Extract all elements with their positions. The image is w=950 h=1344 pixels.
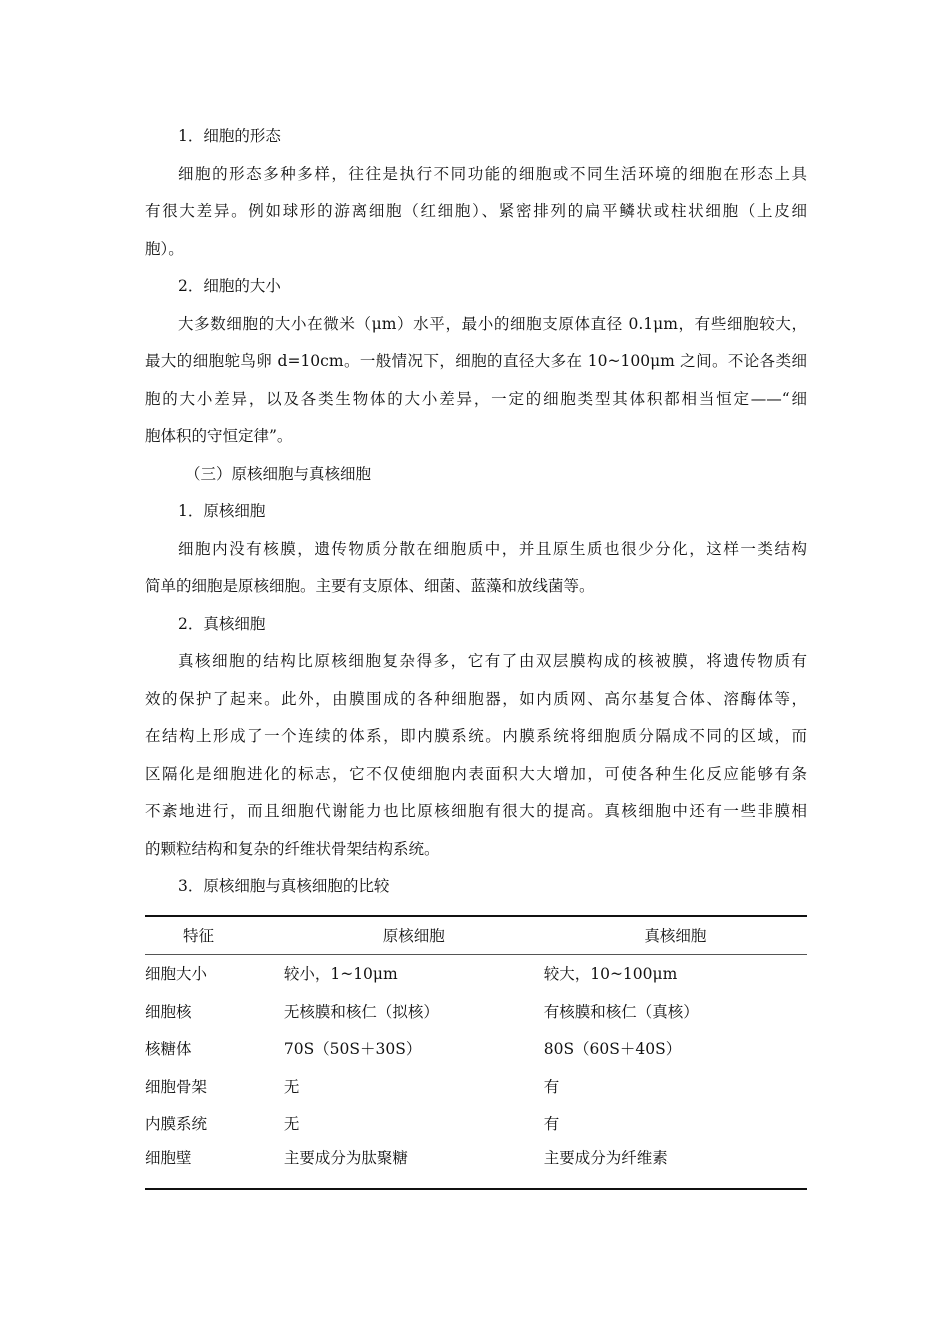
- paragraph-line: 胞的大小差异，以及各类生物体的大小差异，一定的细胞类型其体积都相当恒定——“细: [145, 389, 807, 408]
- paragraph-line: 最大的细胞鸵鸟卵 d=10cm。一般情况下，细胞的直径大多在 10~100μm 之间。不论各类细: [145, 352, 807, 370]
- section-heading-comparison: 3．原核细胞与真核细胞的比较: [178, 877, 390, 895]
- document-page: [145, 118, 807, 1190]
- paragraph-line: 区隔化是细胞进化的标志，它不仅使细胞内表面积大大增加，可使各种生化反应能够有条: [145, 764, 807, 783]
- paragraph-line: 细胞内没有核膜，遗传物质分散在细胞质中，并且原生质也很少分化，这样一类结构: [178, 539, 807, 558]
- table-row: [145, 1105, 807, 1143]
- table-cell: 70S（50S＋30S）: [283, 1040, 422, 1059]
- table-row: [145, 954, 807, 992]
- table-cell: 核糖体: [145, 1040, 192, 1059]
- table-header-cell: 真核细胞: [544, 916, 807, 955]
- table-cell: 80S（60S＋40S）: [543, 1040, 682, 1059]
- paragraph-line: 胞）。: [145, 239, 184, 258]
- table-cell: 细胞骨架: [145, 1077, 208, 1096]
- table-row: [145, 1142, 807, 1189]
- table-cell: 主要成分为肽聚糖: [284, 1142, 544, 1189]
- table-cell: 内膜系统: [145, 1115, 208, 1134]
- table-cell: 较大，10~100μm: [543, 965, 678, 984]
- table-cell: 有: [543, 1077, 560, 1096]
- comparison-table: [145, 915, 807, 1191]
- table-cell: 无: [283, 1077, 300, 1096]
- table-cell: 细胞大小: [145, 965, 208, 984]
- table-row: [145, 1067, 807, 1105]
- table-cell: 无: [283, 1115, 300, 1134]
- table-row: [145, 992, 807, 1030]
- table-row: [145, 1030, 807, 1068]
- table-header-cell: 原核细胞: [284, 916, 544, 955]
- table-cell: 无核膜和核仁（拟核）: [283, 1002, 439, 1021]
- table-cell: 主要成分为纤维素: [544, 1142, 807, 1189]
- paragraph-line: 在结构上形成了一个连续的体系，即内膜系统。内膜系统将细胞质分隔成不同的区域，而: [145, 727, 807, 745]
- paragraph-line: 有很大差异。例如球形的游离细胞（红细胞）、紧密排列的扁平鳞状或柱状细胞（上皮细: [145, 202, 807, 220]
- paragraph-line: 不紊地进行，而且细胞代谢能力也比原核细胞有很大的提高。真核细胞中还有一些非膜相: [145, 802, 807, 820]
- paragraph-line: 细胞的形态多种多样，往往是执行不同功能的细胞或不同生活环境的细胞在形态上具: [178, 164, 807, 183]
- section-heading-cell-shape: 1．细胞的形态: [178, 127, 281, 145]
- paragraph-line: 简单的细胞是原核细胞。主要有支原体、细菌、蓝藻和放线菌等。: [145, 577, 595, 595]
- table-header-row: [145, 916, 807, 955]
- table-cell: 较小，1~10μm: [283, 965, 398, 984]
- section-heading-cell-size: 2．细胞的大小: [178, 277, 281, 295]
- section-heading-prokaryote: 1．原核细胞: [178, 502, 266, 520]
- table-cell: 有核膜和核仁（真核）: [543, 1002, 699, 1021]
- paragraph-line: 胞体积的守恒定律”。: [145, 427, 293, 445]
- part-heading-prokaryote-eukaryote: （三）原核细胞与真核细胞: [185, 464, 372, 483]
- table-cell: 细胞核: [145, 1002, 192, 1021]
- paragraph-line: 的颗粒结构和复杂的纤维状骨架结构系统。: [145, 839, 440, 858]
- section-heading-eukaryote: 2．真核细胞: [178, 614, 266, 633]
- table-cell: 有: [543, 1115, 560, 1134]
- table-header-cell: 特征: [145, 916, 284, 955]
- paragraph-line: 效的保护了起来。此外，由膜围成的各种细胞器，如内质网、高尔基复合体、溶酶体等，: [145, 689, 807, 708]
- table-cell: 细胞壁: [145, 1142, 284, 1189]
- paragraph-line: 大多数细胞的大小在微米（μm）水平，最小的细胞支原体直径 0.1μm，有些细胞较大，: [178, 314, 807, 333]
- paragraph-line: 真核细胞的结构比原核细胞复杂得多，它有了由双层膜构成的核被膜，将遗传物质有: [178, 652, 807, 670]
